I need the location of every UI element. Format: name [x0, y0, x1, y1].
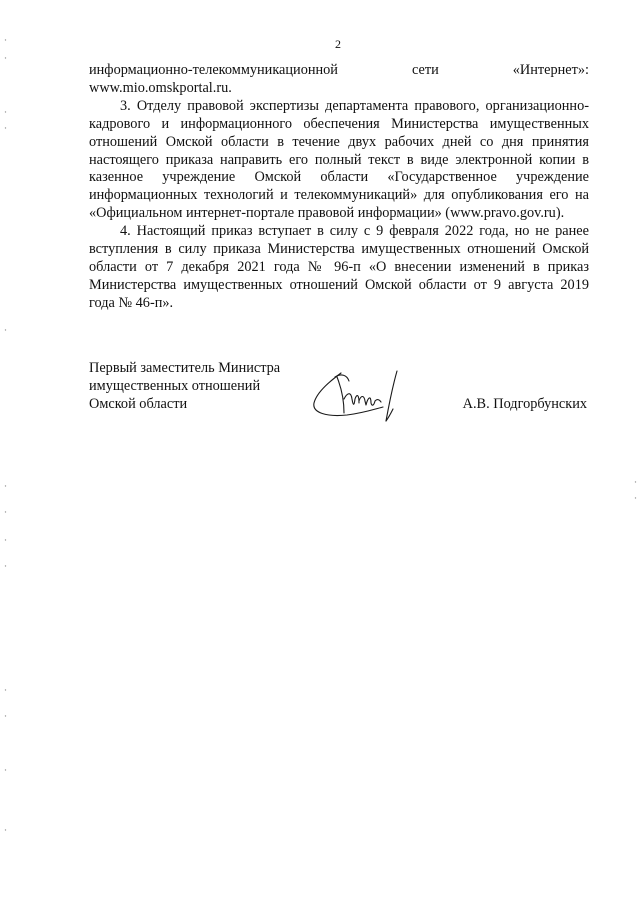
left-margin-scan-marks [4, 0, 7, 905]
right-margin-scan-marks [634, 0, 637, 905]
signer-name: А.В. Подгорбунских [462, 396, 587, 412]
continuation-line-2: www.mio.omskportal.ru. [89, 79, 232, 96]
signer-position-line-3: Омской области [89, 395, 188, 412]
signature-block [89, 360, 589, 430]
page-number: 2 [335, 37, 341, 51]
paragraph-item-4: 4. Настоящий приказ вступает в силу с 9 февраля 2022 года, но не ранее вступления в силу приказа Министерства имущественных отношений Омской области от 7 декабря 2021 года № 96-п «О внесении изменений в приказ Министерства имущественных отношений Омской области от 9 августа 2019 года № 46-п». [89, 223, 589, 311]
paragraph-item-3: 3. Отделу правовой экспертизы департамента правового, организационно-кадрового и информационного обеспечения Министерства имущественных отношений Омской области в течение двух рабочих дней со дня принятия настоящего приказа направить его полный текст в виде электронной копии в казенное учреждение Омской области «Государственное учреждение информационных технологий и телекоммуникаций» для опубликования его на «Официальном интернет-портале правовой информации» (www.pravo.gov.ru). [89, 97, 589, 222]
continuation-line-1: информационно-телекоммуникационной сети «Интернет»: [89, 62, 589, 78]
signer-position-line-1: Первый заместитель Министра [89, 360, 281, 376]
signer-position-line-2: имущественных отношений [89, 377, 261, 394]
document-body [89, 62, 589, 313]
signer-position [89, 360, 309, 414]
handwritten-signature [311, 365, 403, 427]
